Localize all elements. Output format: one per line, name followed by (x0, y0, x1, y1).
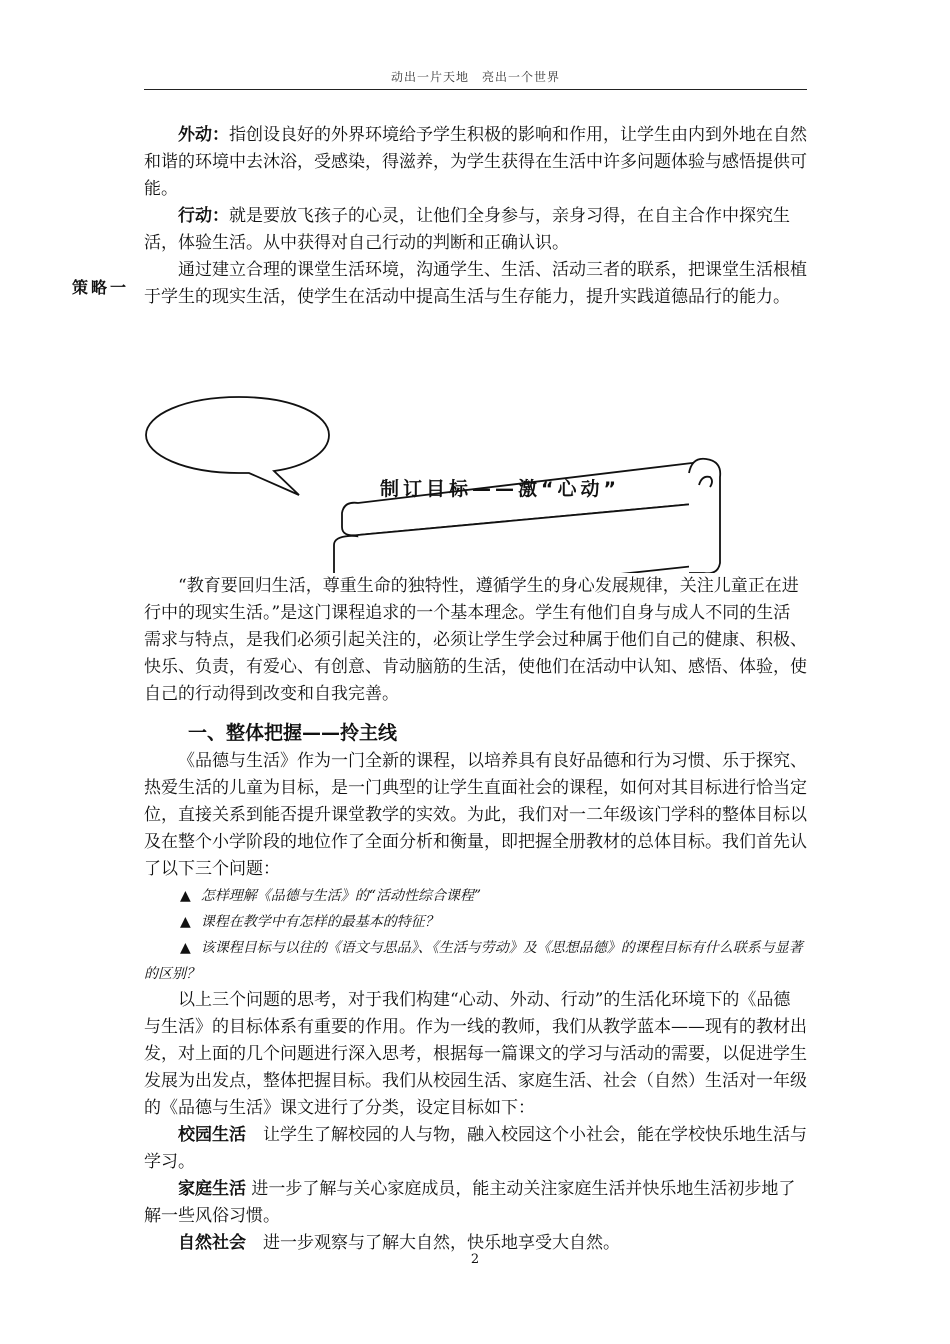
goal-nature-society: 自然社会 进一步观察与了解大自然，快乐地享受大自然。 (178, 1233, 620, 1253)
triangle-bullet-icon: ▲ (180, 914, 191, 930)
spacer (144, 311, 807, 395)
bullet-item: ▲ 课程在教学中有怎样的最基本的特征？ (180, 914, 439, 930)
header-rule (144, 89, 807, 90)
goal-family-life: 家庭生活 进一步了解与关心家庭成员，能主动关注家庭生活并快乐地生活初步地了解一些风俗习惯。 (144, 1179, 796, 1226)
paragraph-waidong (144, 122, 807, 203)
bullet-item: ▲ 该课程目标与以往的《语文与思品》、《生活与劳动》及《思想品德》的课程目标有什么联系与显著的区别？ (144, 940, 803, 982)
banner-title: 制订目标——激“心动” (380, 478, 620, 500)
running-header: 动出一片天地 亮出一个世界 (390, 70, 560, 84)
term-xingdong: 行动： (178, 206, 229, 226)
text-xingdong: 就是要放飞孩子的心灵，让他们全身参与，亲身习得，在自主合作中探究生活，体验生活。从中获得对自己行动的判断和正确认识。 (144, 206, 790, 253)
bullet-item: ▲ 怎样理解《品德与生活》的“活动性综合课程” (180, 888, 482, 904)
paragraph-reflection: 以上三个问题的思考，对于我们构建“心动、外动、行动”的生活化环境下的《品德与生活》的目标体系有重要的作用。作为一线的教师，我们从教学蓝本——现有的教材出发，对上面的几个问题进行深入思考，根据每一篇课文的学习与活动的需要，以促进学生发展为出发点，整体把握目标。我们从校园生活、家庭生活、社会（自然）生活对一年级的《品德与生活》课文进行了分类，设定目标如下： (144, 990, 807, 1118)
section-heading: 一、整体把握——拎主线 (188, 722, 398, 744)
goal-school-life: 校园生活 让学生了解校园的人与物，融入校园这个小社会，能在学校快乐地生活与学习。 (144, 1125, 807, 1172)
text-waidong: 指创设良好的外界环境给予学生积极的影响和作用，让学生由内到外地在自然和谐的环境中去沐浴，受感染，得滋养，为学生获得在生活中许多问题体验与感悟提供可能。 (144, 125, 807, 199)
paragraph-course-intro: 《品德与生活》作为一门全新的课程，以培养具有良好品德和行为习惯、乐于探究、热爱生活的儿童为目标，是一门典型的让学生直面社会的课程，如何对其目标进行恰当定位，直接关系到能否提升课堂教学的实效。为此，我们对一二年级该门学科的整体目标以及在整个小学阶段的地位作了全面分析和衡量，即把握全册教材的总体目标。我们首先认了以下三个问题： (144, 751, 807, 879)
page-number: 2 (470, 1252, 480, 1267)
paragraph-education: “教育要回归生活，尊重生命的独特性，遵循学生的身心发展规律，关注儿童正在进行中的现实生活。”是这门课程追求的一个基本理念。学生有他们自身与成人不同的生活需求与特点，是我们必须引起关注的，必须让学生学会过种属于他们自己的健康、积极、快乐、负责，有爱心、有创意、肯动脑筋的生活，使他们在活动中认知、感悟、体验，使自己的行动得到改变和自我完善。 (144, 576, 807, 704)
paragraph-xingdong (144, 203, 807, 257)
page-content (144, 122, 807, 1257)
speech-bubble (146, 397, 329, 495)
paragraph-summary: 通过建立合理的课堂生活环境，沟通学生、生活、活动三者的联系，把课堂生活根植于学生的现实生活，使学生在活动中提高生活与生存能力，提升实践道德品行的能力。 (144, 260, 807, 307)
bubble-label: 策略一 (72, 278, 130, 297)
triangle-bullet-icon: ▲ (180, 940, 191, 956)
term-waidong: 外动： (178, 125, 229, 145)
triangle-bullet-icon: ▲ (180, 888, 191, 904)
